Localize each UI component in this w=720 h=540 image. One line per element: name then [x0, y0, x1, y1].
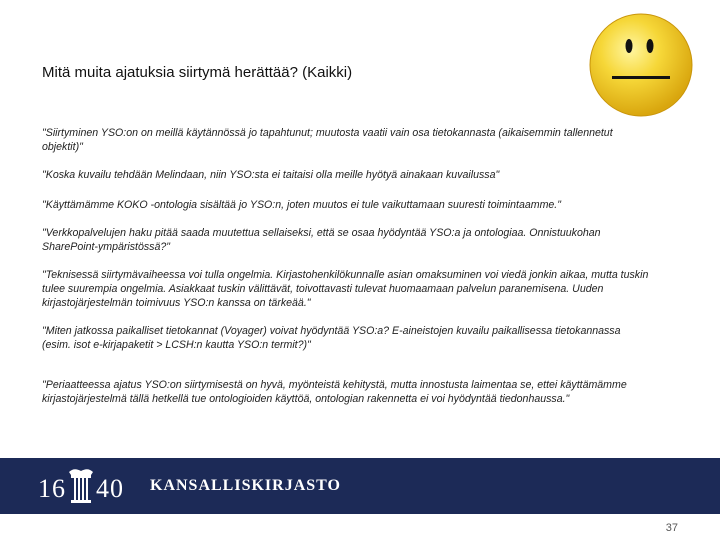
page-number: 37: [665, 522, 678, 534]
quote-item: "Teknisessä siirtymävaiheessa voi tulla ongelmia. Kirjastohenkilökunnalle asian omaksuminen voi viedä jonkin aikaa, mutta tuskin tulee suurempia ongelmia. Asiakkaat tuskin välittävät, toivottavasti tulevat huomaamaan palvelun paranemisena. Uuden kirjastojärjestelmän toimivuus YSO:n kanssa on tärkeää.": [42, 269, 649, 309]
quote-item: "Siirtyminen YSO:on on meillä käytännössä jo tapahtunut; muutosta vaatii vain osa tietokannasta (aikaisemmin tallennetut objektit)": [42, 127, 613, 153]
logo-year-left: 16: [38, 474, 66, 503]
column-logo-icon: [66, 466, 96, 506]
quote-item: "Periaatteessa ajatus YSO:on siirtymisestä on hyvä, myönteistä kehitystä, mutta innostusta laimentaa se, ettei käyttämämme kirjastojärjestelmä tällä hetkellä tue ontologioiden käyttöä, ontologian rakennetta ei voi hyödyntää tiedonhaussa.": [42, 379, 627, 405]
quote-item: "Käyttämämme KOKO -ontologia sisältää jo YSO:n, joten muutos ei tule vaikuttamaan suuresti toimintaamme.": [42, 199, 562, 211]
logo-name: KANSALLISKIRJASTO: [150, 477, 341, 494]
footer-band: [0, 458, 720, 514]
quote-item: "Miten jatkossa paikalliset tietokannat (Voyager) voivat hyödyntää YSO:a? E-aineistojen kuvailu paikallisessa tietokannassa (esim. isot e-kirjapaketit > LCSH:n kautta YSO:n termit?)": [42, 325, 621, 351]
quote-item: "Koska kuvailu tehdään Melindaan, niin YSO:sta ei taitaisi olla meille hyötyä ainakaan kuvailussa": [42, 169, 500, 181]
slide-title: Mitä muita ajatuksia siirtymä herättää? (Kaikki): [42, 64, 353, 81]
logo-year-right: 40: [96, 474, 124, 503]
neutral-face-icon: [588, 12, 694, 118]
quote-list: [42, 126, 652, 406]
quote-item: "Verkkopalvelujen haku pitää saada muutettua sellaiseksi, että se osaa hyödyntää YSO:a ja ontologiaa. Onnistuukohan SharePoint-ympäristössä?": [42, 227, 601, 253]
